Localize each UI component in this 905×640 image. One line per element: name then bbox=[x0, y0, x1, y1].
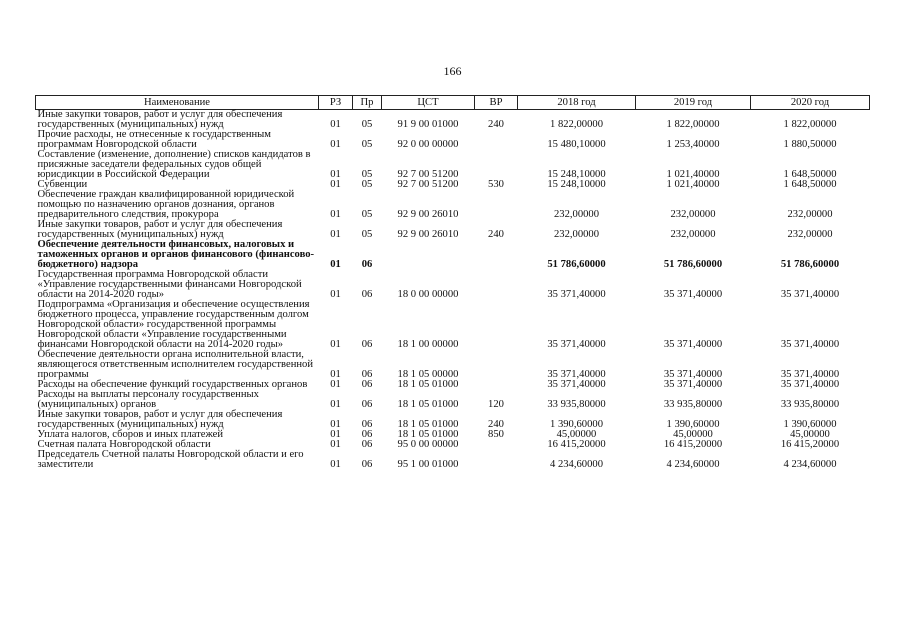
cell-2020: 45,00000 bbox=[790, 429, 830, 440]
budget-table bbox=[35, 95, 870, 470]
cell-vr bbox=[475, 440, 518, 450]
cell-vr: 240 bbox=[488, 229, 504, 240]
cell-2018: 35 371,40000 bbox=[547, 289, 606, 300]
cell-2019: 51 786,60000 bbox=[663, 259, 723, 270]
cell-pr: 06 bbox=[361, 289, 373, 300]
cell-name: Составление (изменение, дополнение) списков кандидатов в присяжные заседатели федеральных судов общей юрисдикции в Российской Федерации bbox=[37, 149, 311, 180]
cell-2018: 51 786,60000 bbox=[547, 259, 606, 270]
cell-pr: 05 bbox=[361, 169, 373, 180]
cell-vr bbox=[475, 190, 518, 220]
cell-2020: 232,00000 bbox=[787, 229, 833, 240]
cell-2018: 33 935,80000 bbox=[547, 399, 606, 410]
cell-2020: 16 415,20000 bbox=[780, 439, 840, 450]
cell-cst: 92 9 00 26010 bbox=[397, 209, 459, 220]
table-row bbox=[36, 240, 870, 270]
table-row bbox=[36, 410, 870, 430]
cell-cst: 95 0 00 00000 bbox=[397, 439, 459, 450]
cell-rz: 01 bbox=[330, 379, 341, 390]
cell-pr: 05 bbox=[361, 119, 373, 130]
cell-2018: 1 390,60000 bbox=[550, 419, 603, 430]
header-2018: 2018 год bbox=[518, 96, 636, 110]
cell-rz: 01 bbox=[330, 139, 341, 150]
cell-rz: 01 bbox=[330, 339, 341, 350]
cell-2020: 4 234,60000 bbox=[783, 459, 837, 470]
cell-name: Прочие расходы, не отнесенные к государственным программам Новгородской области bbox=[37, 129, 272, 150]
cell-2019: 4 234,60000 bbox=[666, 459, 720, 470]
cell-2018: 35 371,40000 bbox=[547, 369, 606, 380]
cell-pr: 05 bbox=[361, 139, 373, 150]
table-row bbox=[36, 390, 870, 410]
cell-vr bbox=[475, 270, 518, 300]
cell-cst: 18 1 00 00000 bbox=[397, 339, 459, 350]
cell-2019: 1 822,00000 bbox=[666, 119, 720, 130]
cell-rz: 01 bbox=[330, 229, 341, 240]
header-name: Наименование bbox=[36, 96, 319, 110]
cell-2018: 45,00000 bbox=[556, 429, 597, 440]
table-row bbox=[36, 270, 870, 300]
header-rz: РЗ bbox=[319, 96, 353, 110]
cell-2019: 33 935,80000 bbox=[663, 399, 723, 410]
cell-2019: 232,00000 bbox=[670, 209, 716, 220]
cell-cst: 92 7 00 51200 bbox=[397, 179, 459, 190]
cell-name: Субвенции bbox=[37, 179, 88, 190]
cell-2018: 35 371,40000 bbox=[547, 379, 606, 390]
cell-2019: 16 415,20000 bbox=[663, 439, 723, 450]
cell-2020: 1 648,50000 bbox=[783, 179, 837, 190]
cell-vr: 850 bbox=[488, 429, 504, 440]
cell-pr: 05 bbox=[361, 209, 373, 220]
cell-2019: 35 371,40000 bbox=[663, 369, 723, 380]
cell-2020: 1 390,60000 bbox=[783, 419, 837, 430]
cell-2018: 15 480,10000 bbox=[547, 139, 606, 150]
table-row bbox=[36, 220, 870, 240]
cell-2018: 232,00000 bbox=[553, 209, 600, 220]
cell-vr bbox=[475, 380, 518, 390]
cell-cst: 18 1 05 01000 bbox=[397, 399, 459, 410]
cell-pr: 06 bbox=[361, 259, 373, 270]
cell-name: Подпрограмма «Организация и обеспечение осуществления бюджетного процесса, управление государственным долгом Новгородской области» государственной программы Новгородской области «Управление государственными финансами Новгородской области на 2014-2020 годы» bbox=[37, 299, 310, 350]
cell-2020: 232,00000 bbox=[787, 209, 833, 220]
cell-2019: 35 371,40000 bbox=[663, 289, 723, 300]
cell-2018: 232,00000 bbox=[553, 229, 600, 240]
table-row bbox=[36, 300, 870, 350]
cell-vr bbox=[475, 450, 518, 470]
cell-cst bbox=[382, 240, 475, 270]
cell-2020: 1 648,50000 bbox=[783, 169, 837, 180]
header-cst: ЦСТ bbox=[382, 96, 475, 110]
table-row bbox=[36, 150, 870, 180]
page-number: 166 bbox=[443, 64, 462, 78]
cell-cst: 92 0 00 00000 bbox=[397, 139, 459, 150]
header-vr: ВР bbox=[475, 96, 518, 110]
table-row bbox=[36, 130, 870, 150]
cell-2019: 232,00000 bbox=[670, 229, 716, 240]
cell-cst: 91 9 00 01000 bbox=[397, 119, 459, 130]
cell-2020: 1 880,50000 bbox=[783, 139, 837, 150]
table-row bbox=[36, 190, 870, 220]
cell-2019: 35 371,40000 bbox=[663, 339, 723, 350]
cell-2020: 33 935,80000 bbox=[780, 399, 840, 410]
cell-rz: 01 bbox=[330, 429, 341, 440]
cell-name: Председатель Счетной палаты Новгородской области и его заместители bbox=[37, 449, 304, 470]
cell-pr: 06 bbox=[361, 429, 373, 440]
cell-rz: 01 bbox=[330, 169, 341, 180]
cell-2018: 15 248,10000 bbox=[547, 169, 606, 180]
cell-cst: 18 1 05 01000 bbox=[397, 429, 459, 440]
header-pr: Пр bbox=[353, 96, 382, 110]
cell-name: Иные закупки товаров, работ и услуг для обеспечения государственных (муниципальных) нужд bbox=[37, 219, 283, 240]
cell-rz: 01 bbox=[330, 179, 341, 190]
cell-name: Обеспечение деятельности органа исполнительной власти, являющегося ответственным исполнителем государственной программы bbox=[37, 349, 313, 380]
cell-2019: 1 021,40000 bbox=[666, 179, 720, 190]
cell-rz: 01 bbox=[330, 459, 341, 470]
cell-2019: 1 021,40000 bbox=[666, 169, 720, 180]
cell-name: Расходы на обеспечение функций государственных органов bbox=[37, 379, 308, 390]
cell-cst: 95 1 00 01000 bbox=[397, 459, 459, 470]
cell-rz: 01 bbox=[330, 439, 341, 450]
header-2020: 2020 год bbox=[751, 96, 870, 110]
cell-name: Уплата налогов, сборов и иных платежей bbox=[37, 429, 224, 440]
cell-2018: 15 248,10000 bbox=[547, 179, 606, 190]
cell-name: Обеспечение деятельности финансовых, налоговых и таможенных органов и органов финансового (финансово-бюджетного) надзора bbox=[37, 239, 315, 270]
cell-pr: 06 bbox=[361, 339, 373, 350]
cell-2020: 35 371,40000 bbox=[780, 379, 840, 390]
cell-name: Расходы на выплаты персоналу государственных (муниципальных) органов bbox=[37, 389, 259, 410]
cell-2018: 4 234,60000 bbox=[550, 459, 603, 470]
cell-vr bbox=[475, 240, 518, 270]
table-row bbox=[36, 110, 870, 131]
cell-2019: 35 371,40000 bbox=[663, 379, 723, 390]
cell-vr: 240 bbox=[488, 419, 504, 430]
cell-2018: 16 415,20000 bbox=[547, 439, 606, 450]
cell-rz: 01 bbox=[330, 259, 341, 270]
cell-2020: 51 786,60000 bbox=[780, 259, 840, 270]
cell-vr: 120 bbox=[488, 399, 504, 410]
cell-name: Иные закупки товаров, работ и услуг для обеспечения государственных (муниципальных) нужд bbox=[37, 409, 283, 430]
cell-name: Государственная программа Новгородской области «Управление государственными финансами Новгородской области на 2014-2020 годы» bbox=[37, 269, 302, 300]
cell-pr: 06 bbox=[361, 369, 373, 380]
cell-pr: 06 bbox=[361, 399, 373, 410]
cell-pr: 05 bbox=[361, 229, 373, 240]
cell-pr: 06 bbox=[361, 439, 373, 450]
header-2019: 2019 год bbox=[636, 96, 751, 110]
cell-2020: 35 371,40000 bbox=[780, 339, 840, 350]
cell-cst: 92 7 00 51200 bbox=[397, 169, 459, 180]
cell-vr: 530 bbox=[488, 179, 504, 190]
cell-2018: 35 371,40000 bbox=[547, 339, 606, 350]
cell-name: Иные закупки товаров, работ и услуг для обеспечения государственных (муниципальных) нужд bbox=[37, 109, 283, 130]
cell-rz: 01 bbox=[330, 399, 341, 410]
cell-2018: 1 822,00000 bbox=[550, 119, 603, 130]
cell-vr bbox=[475, 150, 518, 180]
cell-cst: 18 0 00 00000 bbox=[397, 289, 459, 300]
cell-name: Счетная палата Новгородской области bbox=[37, 439, 211, 450]
table-row bbox=[36, 450, 870, 470]
cell-2019: 1 253,40000 bbox=[666, 139, 720, 150]
cell-vr bbox=[475, 300, 518, 350]
cell-cst: 18 1 05 01000 bbox=[397, 419, 459, 430]
cell-2020: 35 371,40000 bbox=[780, 369, 840, 380]
cell-2020: 35 371,40000 bbox=[780, 289, 840, 300]
cell-cst: 92 9 00 26010 bbox=[397, 229, 459, 240]
cell-vr: 240 bbox=[488, 119, 504, 130]
cell-2019: 1 390,60000 bbox=[666, 419, 720, 430]
cell-2020: 1 822,00000 bbox=[783, 119, 837, 130]
cell-cst: 18 1 05 01000 bbox=[397, 379, 459, 390]
cell-name: Обеспечение граждан квалифицированной юридической помощью по назначению органов дознания, органов предварительного следствия, прокурора bbox=[37, 189, 295, 220]
cell-vr bbox=[475, 130, 518, 150]
table-row bbox=[36, 350, 870, 380]
cell-cst: 18 1 05 00000 bbox=[397, 369, 459, 380]
cell-rz: 01 bbox=[330, 119, 341, 130]
cell-2019: 45,00000 bbox=[673, 429, 713, 440]
cell-pr: 06 bbox=[361, 379, 373, 390]
cell-rz: 01 bbox=[330, 209, 341, 220]
cell-pr: 06 bbox=[361, 419, 373, 430]
cell-pr: 06 bbox=[361, 459, 373, 470]
cell-vr bbox=[475, 350, 518, 380]
cell-rz: 01 bbox=[330, 289, 341, 300]
cell-rz: 01 bbox=[330, 369, 341, 380]
cell-pr: 05 bbox=[361, 179, 373, 190]
cell-rz: 01 bbox=[330, 419, 341, 430]
table-header-row bbox=[36, 96, 870, 110]
